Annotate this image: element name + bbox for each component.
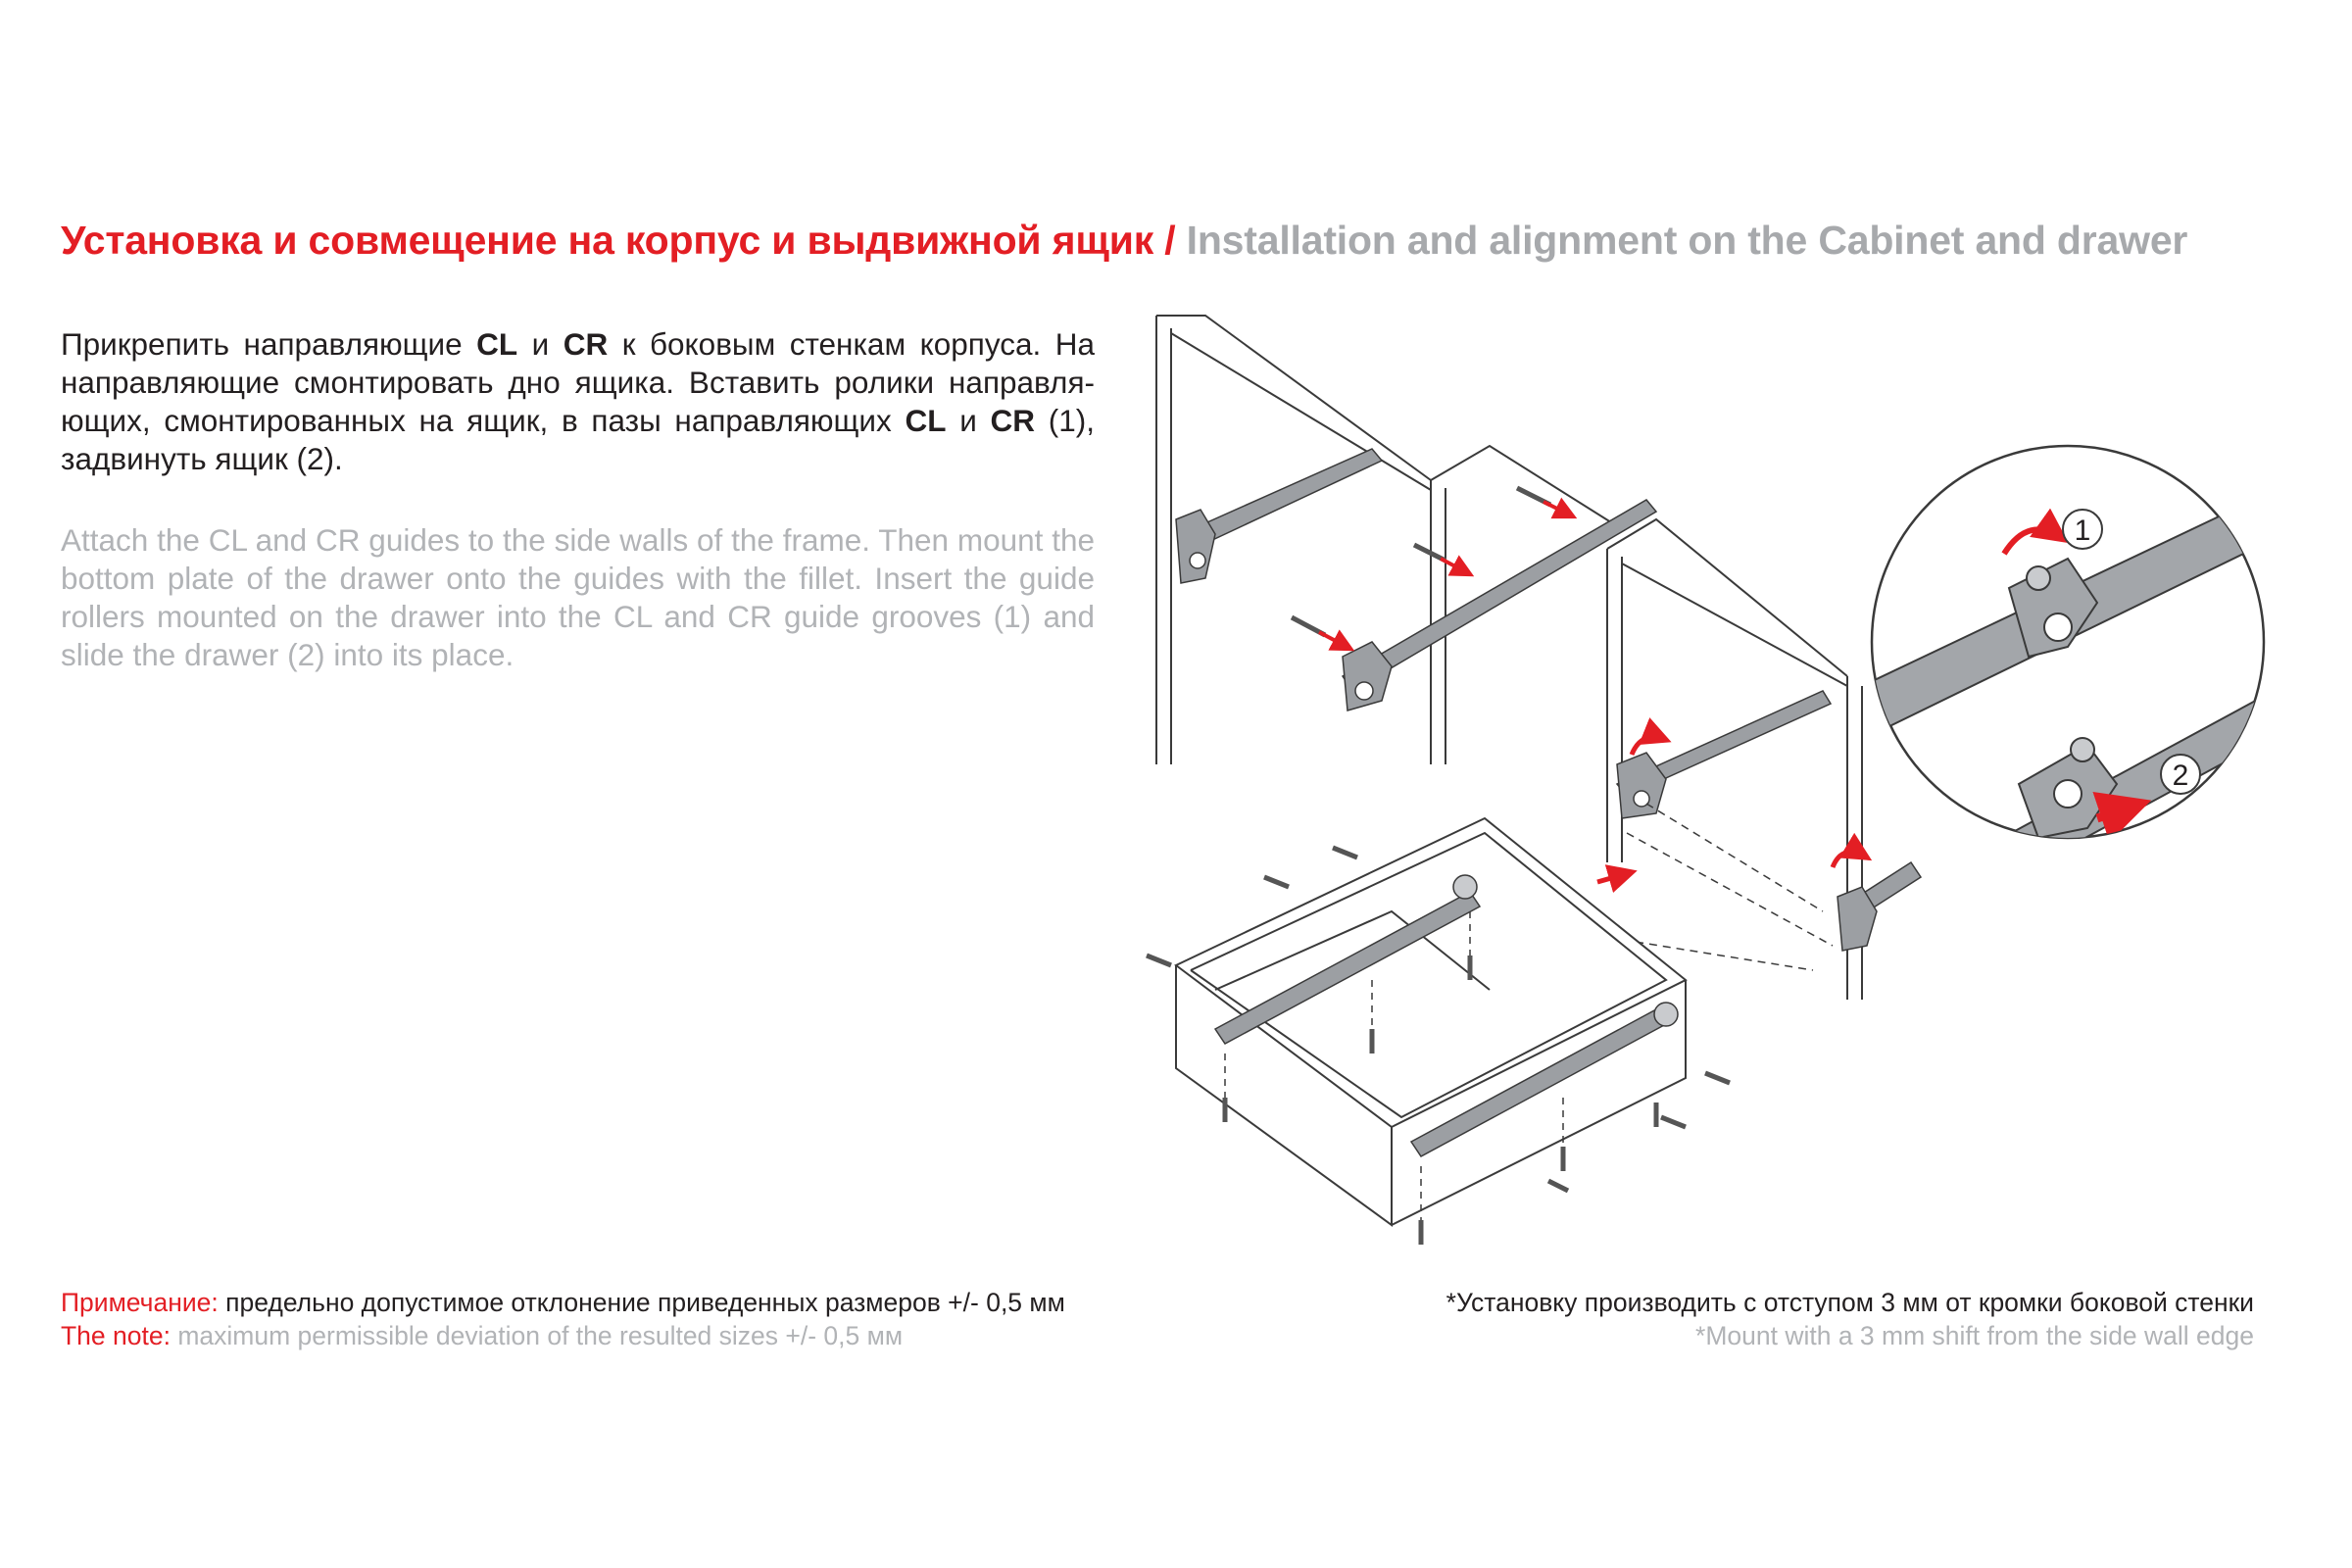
instr-ru-part: (1), задвинуть ящик (2). — [61, 403, 1095, 476]
cabinet-left — [1156, 316, 1622, 764]
note-label-en: The note: — [61, 1321, 171, 1350]
mount-note-en: *Mount with a 3 mm shift from the side wall edge — [1695, 1321, 2254, 1350]
title-en: Installation and alignment on the Cabinet and drawer — [1186, 218, 2188, 263]
rail-cl-front — [1343, 500, 1656, 710]
rail-cr-right — [1617, 691, 1921, 951]
step-1-label: 1 — [2074, 514, 2091, 547]
instr-ru-part: и — [946, 403, 991, 438]
step-2-label: 2 — [2172, 760, 2189, 792]
guide-cl-label: CL — [905, 403, 947, 438]
note-text-en: maximum permissible deviation of the resulted sizes +/- 0,5 мм — [170, 1321, 904, 1350]
instr-ru-part: к боковым стенкам корпуса. На направляющие смонтировать дно ящика. Вставить ролики направля-ющих, смонтированных на ящик, в пазы направляющих — [61, 326, 1095, 438]
rail-cl-left — [1176, 449, 1382, 583]
guide-cl-label: CL — [476, 326, 518, 362]
detail-zoom-circle — [1862, 446, 2293, 916]
instr-ru-part: и — [517, 326, 564, 362]
instructions-en: Attach the CL and CR guides to the side walls of the frame. Then mount the bottom plate of the drawer onto the guides with the fillet. Insert the guide rollers mounted on the drawer into the CL and CR guide grooves (1) and slide the drawer (2) into its place. — [61, 522, 1095, 672]
guide-cr-label: CR — [990, 403, 1036, 438]
mount-note-ru: *Установку производить с отступом 3 мм от кромки боковой стенки — [1446, 1288, 2254, 1317]
note-text-ru: предельно допустимое отклонение приведенных размеров +/- 0,5 мм — [218, 1288, 1065, 1317]
instr-ru-part: Прикрепить направляющие — [61, 326, 477, 362]
title-ru: Установка и совмещение на корпус и выдвижной ящик / — [61, 218, 1187, 263]
note-label-ru: Примечание: — [61, 1288, 219, 1317]
guide-cr-label: CR — [563, 326, 609, 362]
